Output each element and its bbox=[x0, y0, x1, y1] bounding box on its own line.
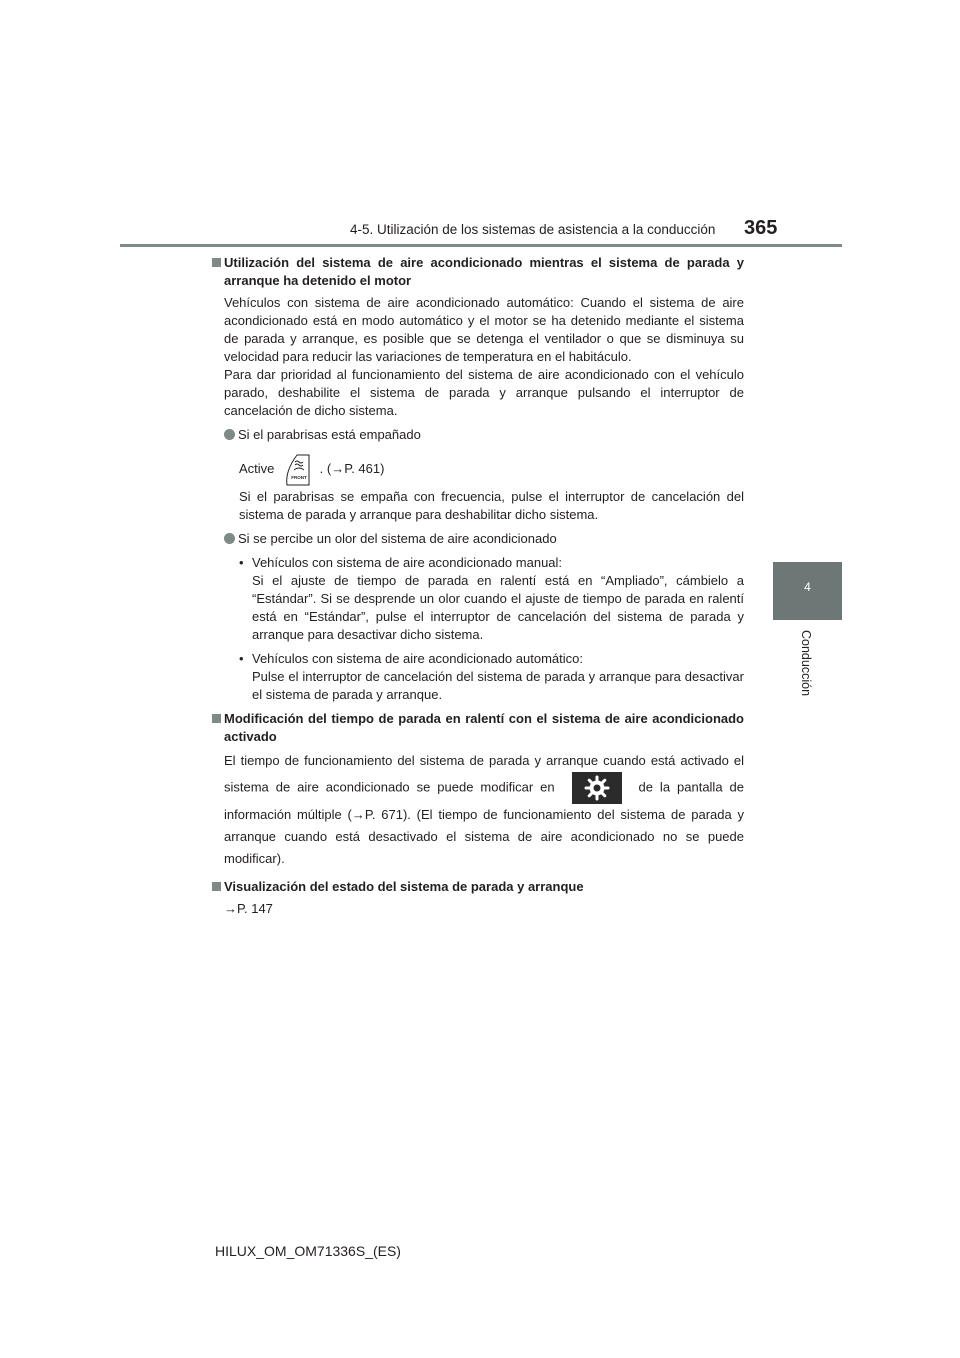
bullet-windshield bbox=[224, 426, 744, 444]
square-bullet-icon bbox=[212, 258, 221, 267]
dot-bullet: • bbox=[239, 555, 244, 570]
page-content bbox=[212, 254, 744, 918]
paragraph: Si el parabrisas se empaña con frecuencia, pulse el interruptor de cancelación del sistema de parada y arranque para deshabilitar dicho sistema. bbox=[239, 489, 744, 522]
header-section-title: 4-5. Utilización de los sistemas de asistencia a la conducción bbox=[350, 222, 716, 237]
list-item-manual bbox=[239, 554, 744, 644]
text-after-icon: de la pantalla de información múltiple (→P. 671). (El tiempo de funcionamiento del sistema de parada y arranque cuando está desactivado el sistema de aire acondicionado no se puede modificar). bbox=[224, 779, 744, 866]
bullet-title: Si se percibe un olor del sistema de aire acondicionado bbox=[238, 531, 557, 546]
round-bullet-icon bbox=[224, 533, 235, 544]
chapter-label-wrap bbox=[799, 630, 813, 750]
list-item-label: Vehículos con sistema de aire acondicionado automático: bbox=[252, 651, 583, 666]
section-heading: Utilización del sistema de aire acondicionado mientras el sistema de parada y arranque ha detenido el motor bbox=[224, 255, 744, 288]
dot-bullet: • bbox=[239, 651, 244, 666]
list-item-label: Vehículos con sistema de aire acondicionado manual: bbox=[252, 555, 563, 570]
section-heading: Modificación del tiempo de parada en ralentí con el sistema de aire acondicionado activado bbox=[224, 711, 744, 744]
list-item-automatic bbox=[239, 650, 744, 704]
round-bullet-icon bbox=[224, 429, 235, 440]
page-reference: →P. 147 bbox=[224, 901, 273, 916]
paragraph: Vehículos con sistema de aire acondicionado automático: Cuando el sistema de aire acondicionado está en modo automático y el motor se ha detenido mediante el sistema de parada y arranque, es posible que se detenga el ventilador o que se disminuya su velocidad para reducir las variaciones de temperatura en el habitáculo. bbox=[224, 295, 744, 364]
list-item-text: Si el ajuste de tiempo de parada en ralentí está en “Ampliado”, cámbielo a “Estándar”. Si se desprende un olor cuando el ajuste de tiempo de parada en ralentí está en “Estándar”, pulse el interruptor de cancelación del sistema de parada y arranque para desactivar dicho sistema. bbox=[252, 573, 744, 642]
chapter-number: 4 bbox=[804, 580, 811, 594]
chapter-label: Conducción bbox=[799, 630, 813, 697]
active-line bbox=[212, 450, 744, 488]
paragraph: Para dar prioridad al funcionamiento del sistema de aire acondicionado con el vehículo parado, deshabilite el sistema de parada y arranque pulsando el interruptor de cancelación de dicho sistema. bbox=[224, 367, 744, 418]
section-stop-start-ac bbox=[212, 254, 744, 290]
front-defroster-icon bbox=[284, 454, 310, 486]
front-icon-label: FRONT bbox=[291, 474, 307, 480]
active-text: Active bbox=[239, 461, 275, 476]
header-rule bbox=[120, 244, 842, 247]
chapter-tab bbox=[773, 562, 842, 620]
section-idle-time bbox=[212, 710, 744, 746]
footer-doc-code: HILUX_OM_OM71336S_(ES) bbox=[215, 1243, 401, 1259]
list-item-text: Pulse el interruptor de cancelación del sistema de parada y arranque para desactivar el sistema de parada y arranque. bbox=[252, 669, 744, 702]
page-number: 365 bbox=[744, 217, 778, 239]
active-ref: . (→P. 461) bbox=[319, 461, 385, 476]
square-bullet-icon bbox=[212, 882, 221, 891]
section-heading: Visualización del estado del sistema de parada y arranque bbox=[224, 879, 584, 894]
section-status-display bbox=[212, 878, 744, 896]
settings-gear-icon bbox=[572, 772, 622, 804]
bullet-odor bbox=[224, 530, 744, 548]
text-before-icon: El tiempo de funcionamiento del sistema de parada y arranque cuando está activado el sistema de aire acondicionado se puede modificar en bbox=[224, 753, 744, 795]
bullet-title: Si el parabrisas está empañado bbox=[238, 427, 421, 442]
paragraph bbox=[212, 750, 744, 870]
square-bullet-icon bbox=[212, 714, 221, 723]
